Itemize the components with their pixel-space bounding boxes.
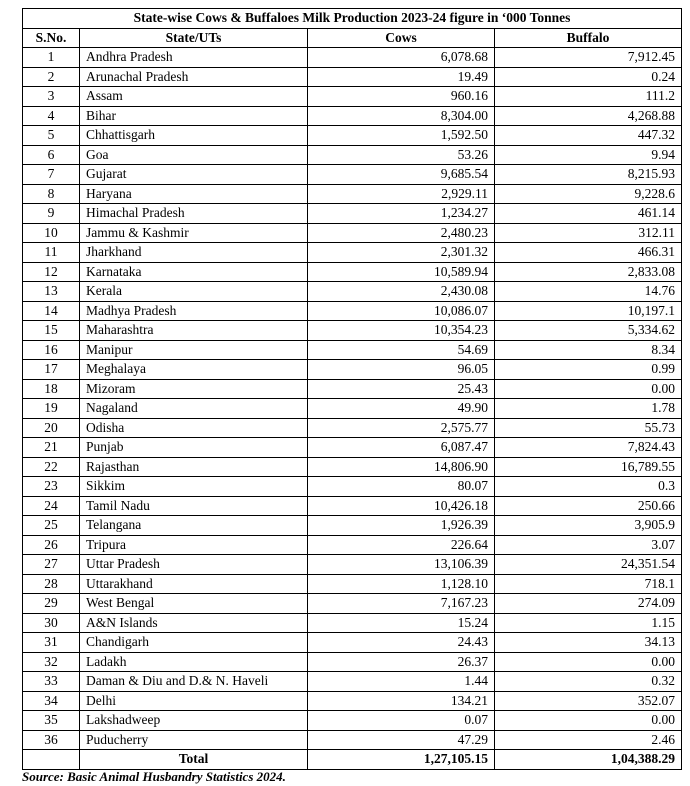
row-sno: 15 bbox=[23, 321, 80, 341]
row-cows: 0.07 bbox=[308, 711, 495, 731]
row-buffalo: 111.2 bbox=[495, 87, 682, 107]
row-buffalo: 1.15 bbox=[495, 613, 682, 633]
row-sno: 2 bbox=[23, 67, 80, 87]
table-row bbox=[23, 535, 682, 555]
row-cows: 1,128.10 bbox=[308, 574, 495, 594]
row-buffalo: 14.76 bbox=[495, 282, 682, 302]
row-buffalo: 10,197.1 bbox=[495, 301, 682, 321]
row-sno: 8 bbox=[23, 184, 80, 204]
table-row bbox=[23, 126, 682, 146]
row-sno: 33 bbox=[23, 672, 80, 692]
row-buffalo: 2,833.08 bbox=[495, 262, 682, 282]
table-row bbox=[23, 87, 682, 107]
row-state: Himachal Pradesh bbox=[80, 204, 308, 224]
row-state: Andhra Pradesh bbox=[80, 48, 308, 68]
row-sno: 14 bbox=[23, 301, 80, 321]
source-note: Source: Basic Animal Husbandry Statistics 2024. bbox=[22, 769, 286, 784]
row-buffalo: 0.00 bbox=[495, 652, 682, 672]
row-sno: 30 bbox=[23, 613, 80, 633]
total-sno-cell bbox=[23, 750, 80, 770]
row-state: Meghalaya bbox=[80, 360, 308, 380]
row-buffalo: 3.07 bbox=[495, 535, 682, 555]
row-cows: 80.07 bbox=[308, 477, 495, 497]
row-state: Jammu & Kashmir bbox=[80, 223, 308, 243]
row-state: Jharkhand bbox=[80, 243, 308, 263]
row-buffalo: 0.24 bbox=[495, 67, 682, 87]
table-row bbox=[23, 223, 682, 243]
row-state: Uttarakhand bbox=[80, 574, 308, 594]
table-row bbox=[23, 594, 682, 614]
header-cows: Cows bbox=[308, 28, 495, 48]
table-row bbox=[23, 633, 682, 653]
row-buffalo: 2.46 bbox=[495, 730, 682, 750]
row-sno: 11 bbox=[23, 243, 80, 263]
row-sno: 19 bbox=[23, 399, 80, 419]
row-buffalo: 312.11 bbox=[495, 223, 682, 243]
row-sno: 26 bbox=[23, 535, 80, 555]
table-row bbox=[23, 145, 682, 165]
table-row bbox=[23, 652, 682, 672]
row-sno: 21 bbox=[23, 438, 80, 458]
row-cows: 47.29 bbox=[308, 730, 495, 750]
table-row bbox=[23, 613, 682, 633]
row-cows: 1,592.50 bbox=[308, 126, 495, 146]
row-state: Sikkim bbox=[80, 477, 308, 497]
row-buffalo: 461.14 bbox=[495, 204, 682, 224]
row-state: Ladakh bbox=[80, 652, 308, 672]
table-row bbox=[23, 301, 682, 321]
row-buffalo: 24,351.54 bbox=[495, 555, 682, 575]
row-buffalo: 447.32 bbox=[495, 126, 682, 146]
row-sno: 16 bbox=[23, 340, 80, 360]
table-title: State-wise Cows & Buffaloes Milk Production 2023-24 figure in ‘000 Tonnes bbox=[23, 9, 682, 29]
table-row bbox=[23, 555, 682, 575]
row-state: Tripura bbox=[80, 535, 308, 555]
table-row bbox=[23, 204, 682, 224]
table-row bbox=[23, 262, 682, 282]
row-buffalo: 16,789.55 bbox=[495, 457, 682, 477]
row-cows: 54.69 bbox=[308, 340, 495, 360]
row-cows: 6,078.68 bbox=[308, 48, 495, 68]
row-cows: 49.90 bbox=[308, 399, 495, 419]
row-cows: 2,480.23 bbox=[308, 223, 495, 243]
table-body bbox=[23, 48, 682, 750]
row-buffalo: 8,215.93 bbox=[495, 165, 682, 185]
row-state: Madhya Pradesh bbox=[80, 301, 308, 321]
row-state: Bihar bbox=[80, 106, 308, 126]
table-row bbox=[23, 165, 682, 185]
row-cows: 10,426.18 bbox=[308, 496, 495, 516]
header-state: State/UTs bbox=[80, 28, 308, 48]
row-state: Mizoram bbox=[80, 379, 308, 399]
row-sno: 9 bbox=[23, 204, 80, 224]
row-buffalo: 352.07 bbox=[495, 691, 682, 711]
row-cows: 2,430.08 bbox=[308, 282, 495, 302]
row-state: Haryana bbox=[80, 184, 308, 204]
row-state: Karnataka bbox=[80, 262, 308, 282]
row-sno: 25 bbox=[23, 516, 80, 536]
row-state: Maharashtra bbox=[80, 321, 308, 341]
row-sno: 12 bbox=[23, 262, 80, 282]
table-row bbox=[23, 438, 682, 458]
table-row bbox=[23, 360, 682, 380]
row-cows: 1,234.27 bbox=[308, 204, 495, 224]
row-state: Daman & Diu and D.& N. Haveli bbox=[80, 672, 308, 692]
total-cows: 1,27,105.15 bbox=[308, 750, 495, 770]
row-buffalo: 0.32 bbox=[495, 672, 682, 692]
row-buffalo: 3,905.9 bbox=[495, 516, 682, 536]
row-state: Rajasthan bbox=[80, 457, 308, 477]
row-cows: 7,167.23 bbox=[308, 594, 495, 614]
row-sno: 24 bbox=[23, 496, 80, 516]
row-cows: 1.44 bbox=[308, 672, 495, 692]
row-buffalo: 7,912.45 bbox=[495, 48, 682, 68]
row-sno: 31 bbox=[23, 633, 80, 653]
row-cows: 24.43 bbox=[308, 633, 495, 653]
row-buffalo: 0.3 bbox=[495, 477, 682, 497]
total-buffalo: 1,04,388.29 bbox=[495, 750, 682, 770]
row-cows: 26.37 bbox=[308, 652, 495, 672]
table-row bbox=[23, 340, 682, 360]
table-row bbox=[23, 282, 682, 302]
row-buffalo: 8.34 bbox=[495, 340, 682, 360]
row-buffalo: 5,334.62 bbox=[495, 321, 682, 341]
table-row bbox=[23, 418, 682, 438]
row-sno: 5 bbox=[23, 126, 80, 146]
row-state: Odisha bbox=[80, 418, 308, 438]
row-state: Goa bbox=[80, 145, 308, 165]
row-buffalo: 250.66 bbox=[495, 496, 682, 516]
table-row bbox=[23, 574, 682, 594]
row-cows: 13,106.39 bbox=[308, 555, 495, 575]
table-row bbox=[23, 516, 682, 536]
row-cows: 25.43 bbox=[308, 379, 495, 399]
row-state: Nagaland bbox=[80, 399, 308, 419]
row-cows: 2,929.11 bbox=[308, 184, 495, 204]
row-sno: 10 bbox=[23, 223, 80, 243]
row-sno: 27 bbox=[23, 555, 80, 575]
row-buffalo: 1.78 bbox=[495, 399, 682, 419]
row-buffalo: 274.09 bbox=[495, 594, 682, 614]
row-buffalo: 466.31 bbox=[495, 243, 682, 263]
row-state: Uttar Pradesh bbox=[80, 555, 308, 575]
table-row bbox=[23, 672, 682, 692]
row-cows: 96.05 bbox=[308, 360, 495, 380]
table-row bbox=[23, 184, 682, 204]
row-sno: 4 bbox=[23, 106, 80, 126]
row-sno: 1 bbox=[23, 48, 80, 68]
table-row bbox=[23, 106, 682, 126]
row-cows: 19.49 bbox=[308, 67, 495, 87]
row-buffalo: 9,228.6 bbox=[495, 184, 682, 204]
table-row bbox=[23, 477, 682, 497]
row-buffalo: 0.00 bbox=[495, 711, 682, 731]
row-buffalo: 9.94 bbox=[495, 145, 682, 165]
row-state: Arunachal Pradesh bbox=[80, 67, 308, 87]
row-sno: 28 bbox=[23, 574, 80, 594]
row-sno: 29 bbox=[23, 594, 80, 614]
table-row bbox=[23, 48, 682, 68]
row-buffalo: 0.00 bbox=[495, 379, 682, 399]
row-buffalo: 34.13 bbox=[495, 633, 682, 653]
table-row bbox=[23, 399, 682, 419]
table-row bbox=[23, 711, 682, 731]
table-row bbox=[23, 243, 682, 263]
row-state: Lakshadweep bbox=[80, 711, 308, 731]
row-cows: 6,087.47 bbox=[308, 438, 495, 458]
row-sno: 13 bbox=[23, 282, 80, 302]
row-cows: 10,589.94 bbox=[308, 262, 495, 282]
row-sno: 34 bbox=[23, 691, 80, 711]
row-state: A&N Islands bbox=[80, 613, 308, 633]
row-state: Chhattisgarh bbox=[80, 126, 308, 146]
row-buffalo: 55.73 bbox=[495, 418, 682, 438]
table-row bbox=[23, 691, 682, 711]
total-label: Total bbox=[80, 750, 308, 770]
row-sno: 7 bbox=[23, 165, 80, 185]
row-sno: 20 bbox=[23, 418, 80, 438]
row-cows: 14,806.90 bbox=[308, 457, 495, 477]
total-row bbox=[23, 750, 682, 770]
row-sno: 32 bbox=[23, 652, 80, 672]
table-title-row bbox=[23, 9, 682, 29]
row-state: Assam bbox=[80, 87, 308, 107]
row-cows: 9,685.54 bbox=[308, 165, 495, 185]
header-sno: S.No. bbox=[23, 28, 80, 48]
table-row bbox=[23, 496, 682, 516]
row-sno: 22 bbox=[23, 457, 80, 477]
row-buffalo: 718.1 bbox=[495, 574, 682, 594]
row-cows: 2,301.32 bbox=[308, 243, 495, 263]
row-sno: 3 bbox=[23, 87, 80, 107]
row-sno: 6 bbox=[23, 145, 80, 165]
row-cows: 8,304.00 bbox=[308, 106, 495, 126]
row-cows: 10,086.07 bbox=[308, 301, 495, 321]
milk-production-table-container bbox=[22, 8, 681, 770]
row-cows: 2,575.77 bbox=[308, 418, 495, 438]
row-sno: 17 bbox=[23, 360, 80, 380]
table-row bbox=[23, 730, 682, 750]
table-header-row bbox=[23, 28, 682, 48]
table-row bbox=[23, 67, 682, 87]
row-buffalo: 4,268.88 bbox=[495, 106, 682, 126]
row-state: Punjab bbox=[80, 438, 308, 458]
row-state: Puducherry bbox=[80, 730, 308, 750]
table-row bbox=[23, 321, 682, 341]
row-sno: 36 bbox=[23, 730, 80, 750]
row-state: Tamil Nadu bbox=[80, 496, 308, 516]
milk-production-table bbox=[22, 8, 682, 770]
row-cows: 226.64 bbox=[308, 535, 495, 555]
row-state: Chandigarh bbox=[80, 633, 308, 653]
row-state: Telangana bbox=[80, 516, 308, 536]
row-state: Delhi bbox=[80, 691, 308, 711]
row-buffalo: 0.99 bbox=[495, 360, 682, 380]
row-sno: 35 bbox=[23, 711, 80, 731]
row-sno: 18 bbox=[23, 379, 80, 399]
row-cows: 15.24 bbox=[308, 613, 495, 633]
row-buffalo: 7,824.43 bbox=[495, 438, 682, 458]
header-buffalo: Buffalo bbox=[495, 28, 682, 48]
row-cows: 1,926.39 bbox=[308, 516, 495, 536]
row-state: Gujarat bbox=[80, 165, 308, 185]
row-cows: 960.16 bbox=[308, 87, 495, 107]
row-state: Kerala bbox=[80, 282, 308, 302]
row-cows: 53.26 bbox=[308, 145, 495, 165]
row-cows: 10,354.23 bbox=[308, 321, 495, 341]
row-cows: 134.21 bbox=[308, 691, 495, 711]
table-row bbox=[23, 379, 682, 399]
table-row bbox=[23, 457, 682, 477]
row-state: West Bengal bbox=[80, 594, 308, 614]
row-sno: 23 bbox=[23, 477, 80, 497]
row-state: Manipur bbox=[80, 340, 308, 360]
